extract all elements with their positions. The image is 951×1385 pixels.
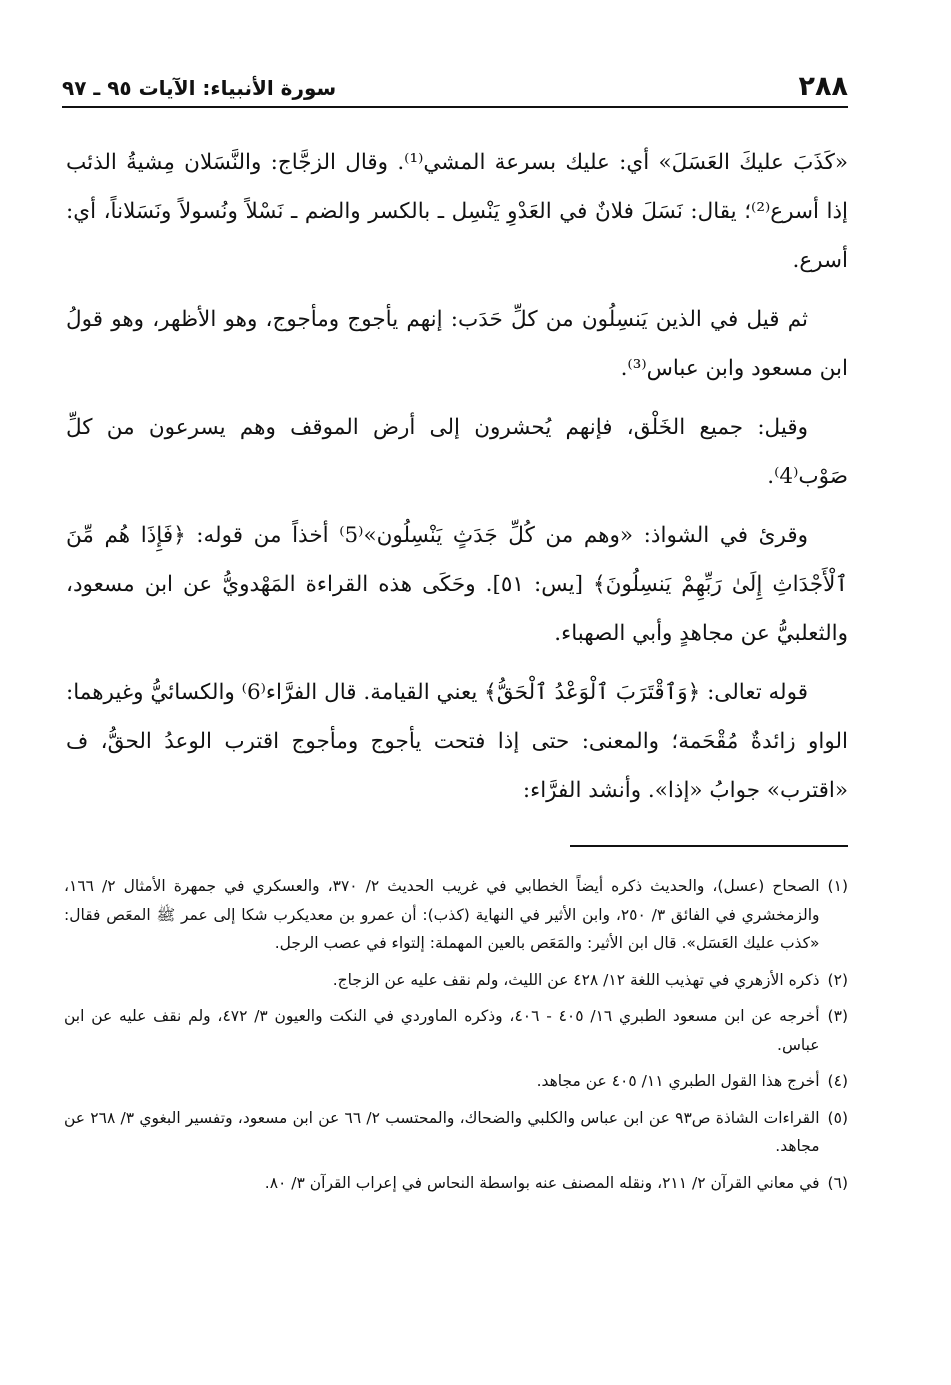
footnote-number: (٦) xyxy=(827,1173,848,1192)
footnote xyxy=(64,1067,848,1096)
paragraph: وقيل: جميع الخَلْق، فإنهم يُحشرون إلى أرض الموقف وهم يسرعون من كلِّ صَوْب⁽4⁾. xyxy=(66,415,848,489)
footnote-number: (٤) xyxy=(827,1072,848,1090)
paragraph: قوله تعالى: ﴿وَٱقْتَرَبَ ٱلْوَعْدُ ٱلْحَقُّ﴾ يعني القيامة. قال الفرَّاء⁽6⁾ والكسائيُّ وغيرهما: الواو زائدةٌ مُقْحَمة؛ والمعنى: حتى إذا فتحت يأجوج ومأجوج اقترب الوعدُ الحقُّ، ف «اقترب» جوابُ «إذا». وأنشد الفرَّاء: xyxy=(66,680,848,803)
footnote xyxy=(64,1002,848,1059)
paragraph: وقرئ في الشواذ: «وهم من كُلِّ جَدَثٍ يَنْسِلُون»⁽5⁾ أخذاً من قوله: ﴿فَإِذَا هُم مِّنَ ٱلْأَجْدَاثِ إِلَىٰ رَبِّهِمْ يَنسِلُونَ﴾ [يس: ٥١]. وحَكَى هذه القراءة المَهْدويُّ عن ابن مسعود، والثعلبيُّ عن مجاهدٍ وأبي الصهباء. xyxy=(66,523,848,646)
footnote-number: (٢) xyxy=(827,970,848,989)
footnote-text: الصحاح (عسل)، والحديث ذكره أيضاً الخطابي في غريب الحديث ٢/ ٣٧٠، والعسكري في جمهرة الأمثال ٢/ ١٦٦، والزمخشري في الفائق ٣/ ٢٥٠، وابن الأثير في النهاية (كذب): أن عمرو بن معديكرب شكا إلى عمر ﷺ المعَص فقال: «كذب عليك العَسَل». قال ابن الأثير: والمَعَص بالعين المهملة: إلتواء في عصب الرجل. xyxy=(64,877,820,952)
footnote-text: ذكره الأزهري في تهذيب اللغة ١٢/ ٤٢٨ عن الليث، ولم نقف عليه عن الزجاج. xyxy=(332,970,820,989)
footnote-number: (٣) xyxy=(827,1007,848,1025)
footnote-text: في معاني القرآن ٢/ ٢١١، ونقله المصنف عنه بواسطة النحاس في إعراب القرآن ٣/ ٨٠. xyxy=(264,1173,820,1192)
footnote xyxy=(64,1169,848,1198)
footnote xyxy=(64,872,848,958)
footnote-text: أخرجه عن ابن مسعود الطبري ١٦/ ٤٠٥ - ٤٠٦، وذكره الماوردي في النكت والعيون ٣/ ٤٧٢، ولم نقف عليه عن ابن عباس. xyxy=(64,1007,820,1054)
page-number: ٢٨٨ xyxy=(798,71,848,102)
footnote xyxy=(64,1104,848,1161)
footnotes xyxy=(64,872,848,1205)
running-title: سورة الأنبياء: الآيات ٩٥ ـ ٩٧ xyxy=(62,76,337,100)
paragraph: «كَذَبَ عليكَ العَسَلَ» أي: عليك بسرعة المشي⁽¹⁾. وقال الزجَّاج: والنَّسَلان مِشيةُ الذئب إذا أسرع⁽²⁾؛ يقال: نَسَلَ فلانٌ في العَدْوِ يَنْسِل ـ بالكسر والضم ـ نَسْلاً ونُسولاً ونَسَلاناً، أي: أسرع. xyxy=(66,150,848,273)
page-header xyxy=(62,66,848,108)
footnote xyxy=(64,966,848,995)
footnote-number: (٥) xyxy=(827,1108,848,1127)
footnote-text: القراءات الشاذة ص٩٣ عن ابن عباس والكلبي والضحاك، والمحتسب ٢/ ٦٦ عن ابن مسعود، وتفسير البغوي ٣/ ٢٦٨ عن مجاهد. xyxy=(64,1108,820,1155)
footnote-divider xyxy=(570,845,848,847)
main-text xyxy=(66,138,848,825)
footnote-number: (١) xyxy=(827,877,848,895)
footnote-text: أخرج هذا القول الطبري ١١/ ٤٠٥ عن مجاهد. xyxy=(536,1072,820,1090)
paragraph: ثم قيل في الذين يَنسِلُون من كلِّ حَدَب: إنهم يأجوج ومأجوج، وهو الأظهر، وهو قولُ ابن مسعود وابن عباس⁽³⁾. xyxy=(66,307,848,381)
